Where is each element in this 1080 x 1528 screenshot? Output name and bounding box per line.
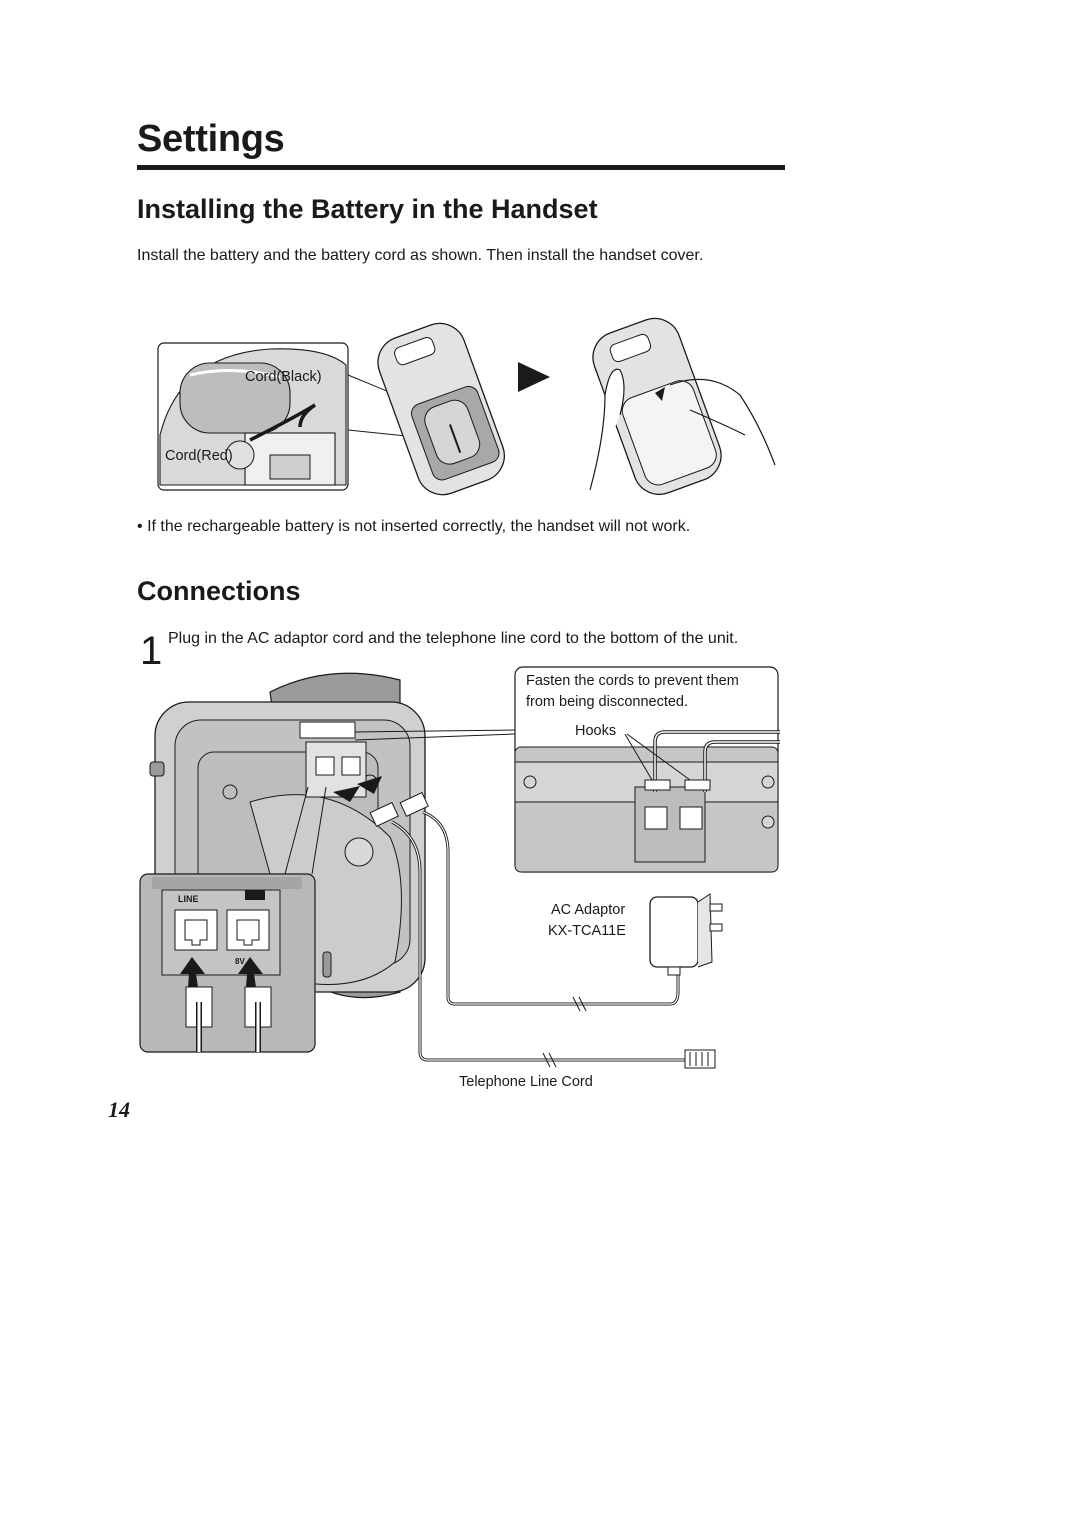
- page-number: 14: [108, 1097, 130, 1122]
- connections-illustration: [130, 662, 790, 1082]
- cord-red-label: Cord(Red): [165, 448, 233, 464]
- battery-note: [137, 516, 797, 538]
- battery-illustration: [150, 315, 790, 500]
- step-number: 1: [140, 629, 163, 673]
- cord-black-label: Cord(Black): [245, 369, 322, 385]
- handset-open: [371, 316, 512, 500]
- battery-note-text: If the rechargeable battery is not inserted correctly, the handset will not work.: [147, 518, 691, 535]
- title-rule: [137, 165, 785, 170]
- bullet-icon: •: [137, 518, 143, 535]
- next-step-arrow-icon: [518, 362, 550, 392]
- hooks-label: Hooks: [575, 723, 617, 739]
- ac-adaptor-label: AC Adaptor: [551, 902, 626, 918]
- hook: [685, 780, 710, 790]
- ac-adaptor-model: KX-TCA11E: [548, 923, 626, 939]
- voltage-label: 8V: [235, 957, 245, 966]
- page-title: Settings: [137, 118, 285, 160]
- battery-heading: Installing the Battery in the Handset: [137, 194, 598, 224]
- jack-line-label: LINE: [178, 894, 199, 904]
- hook: [645, 780, 670, 790]
- battery-instruction: Install the battery and the battery cord as shown. Then install the handset cover.: [137, 247, 704, 264]
- telephone-cord-label: Telephone Line Cord: [459, 1074, 593, 1090]
- step-text: Plug in the AC adaptor cord and the telephone line cord to the bottom of the unit.: [168, 630, 739, 647]
- connections-heading: Connections: [137, 576, 301, 606]
- callout-text: Fasten the cords to prevent them from being disconnected.: [526, 673, 739, 710]
- ac-adaptor-icon: [650, 894, 722, 975]
